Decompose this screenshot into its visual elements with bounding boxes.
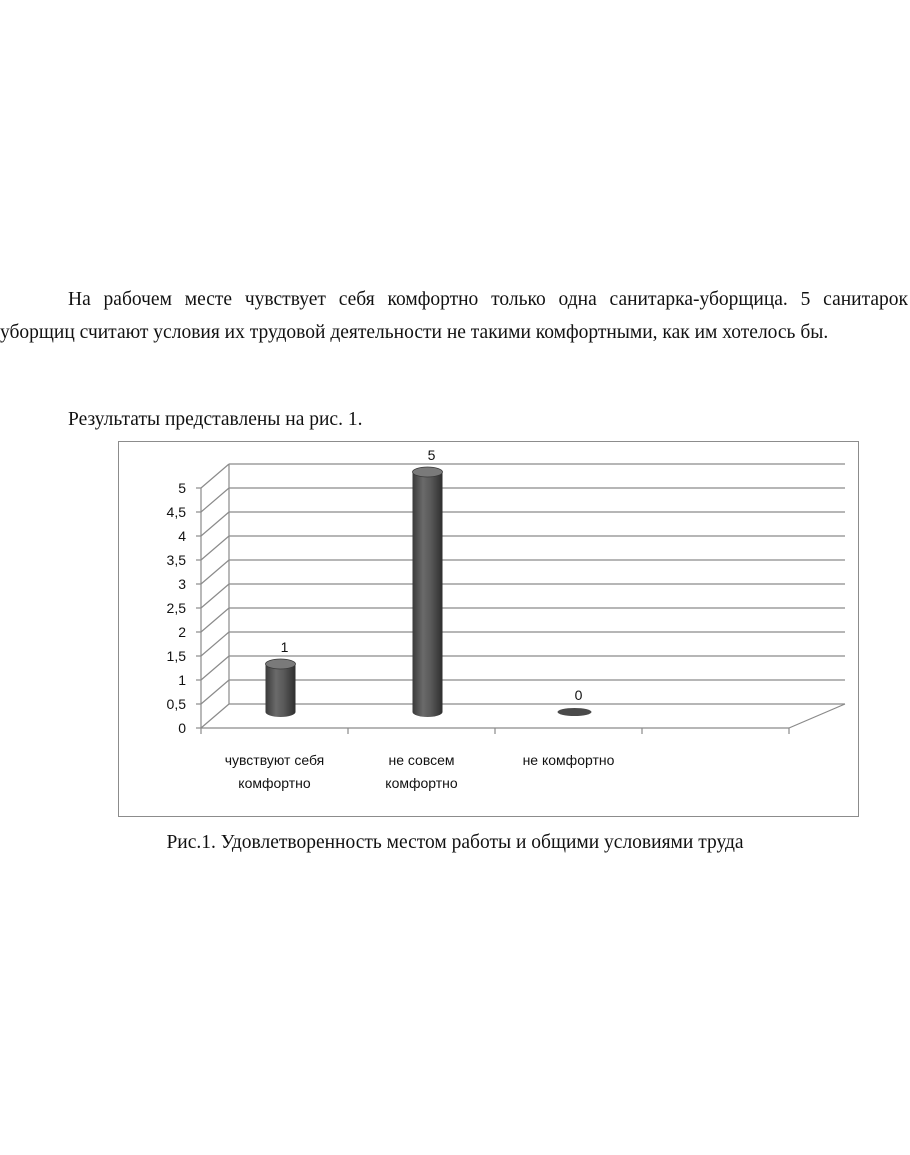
- body-paragraph: На рабочем месте чувствует себя комфортно только одна санитарка-уборщица. 5 санитарок уборщиц считают условия их трудовой деятельности не такими комфортными, как им хотелось бы.: [0, 289, 908, 343]
- gridline-depth: [201, 584, 229, 608]
- category-label: комфортно: [385, 775, 458, 791]
- bar-chart: [119, 442, 860, 818]
- y-tick-label: 4: [178, 528, 186, 544]
- gridline-depth: [201, 632, 229, 656]
- chart-frame: [118, 441, 859, 817]
- bar-top: [413, 467, 443, 477]
- y-tick-label: 4,5: [166, 504, 186, 520]
- y-tick-label: 2: [178, 624, 186, 640]
- gridline-depth: [201, 464, 229, 488]
- data-label: 5: [427, 447, 436, 463]
- y-tick-label: 0,5: [166, 696, 186, 712]
- bar: [266, 664, 296, 717]
- gridline-depth: [201, 488, 229, 512]
- bar-top: [266, 659, 296, 669]
- category-label: чувствуют себя: [224, 752, 325, 768]
- gridline-depth: [201, 560, 229, 584]
- gridline-depth: [201, 536, 229, 560]
- category-label: не комфортно: [522, 752, 615, 768]
- gridline-depth: [201, 704, 229, 728]
- gridline-depth: [201, 512, 229, 536]
- category-label: комфортно: [238, 775, 311, 791]
- gridline-depth: [201, 608, 229, 632]
- data-label: 1: [280, 639, 289, 655]
- data-label: 0: [574, 687, 583, 703]
- floor-right-edge: [789, 704, 845, 728]
- bar: [558, 708, 592, 716]
- y-tick-label: 1,5: [166, 648, 186, 664]
- y-tick-label: 3: [178, 576, 186, 592]
- y-tick-label: 2,5: [166, 600, 186, 616]
- y-tick-label: 5: [178, 480, 186, 496]
- gridline-depth: [201, 656, 229, 680]
- category-label: не совсем: [388, 752, 455, 768]
- results-line: Результаты представлены на рис. 1.: [68, 409, 363, 430]
- y-tick-label: 0: [178, 720, 186, 736]
- y-tick-label: 1: [178, 672, 186, 688]
- bar: [413, 472, 443, 717]
- gridline-depth: [201, 680, 229, 704]
- figure-caption: Рис.1. Удовлетворенность местом работы и общими условиями труда: [166, 832, 744, 853]
- y-tick-label: 3,5: [166, 552, 186, 568]
